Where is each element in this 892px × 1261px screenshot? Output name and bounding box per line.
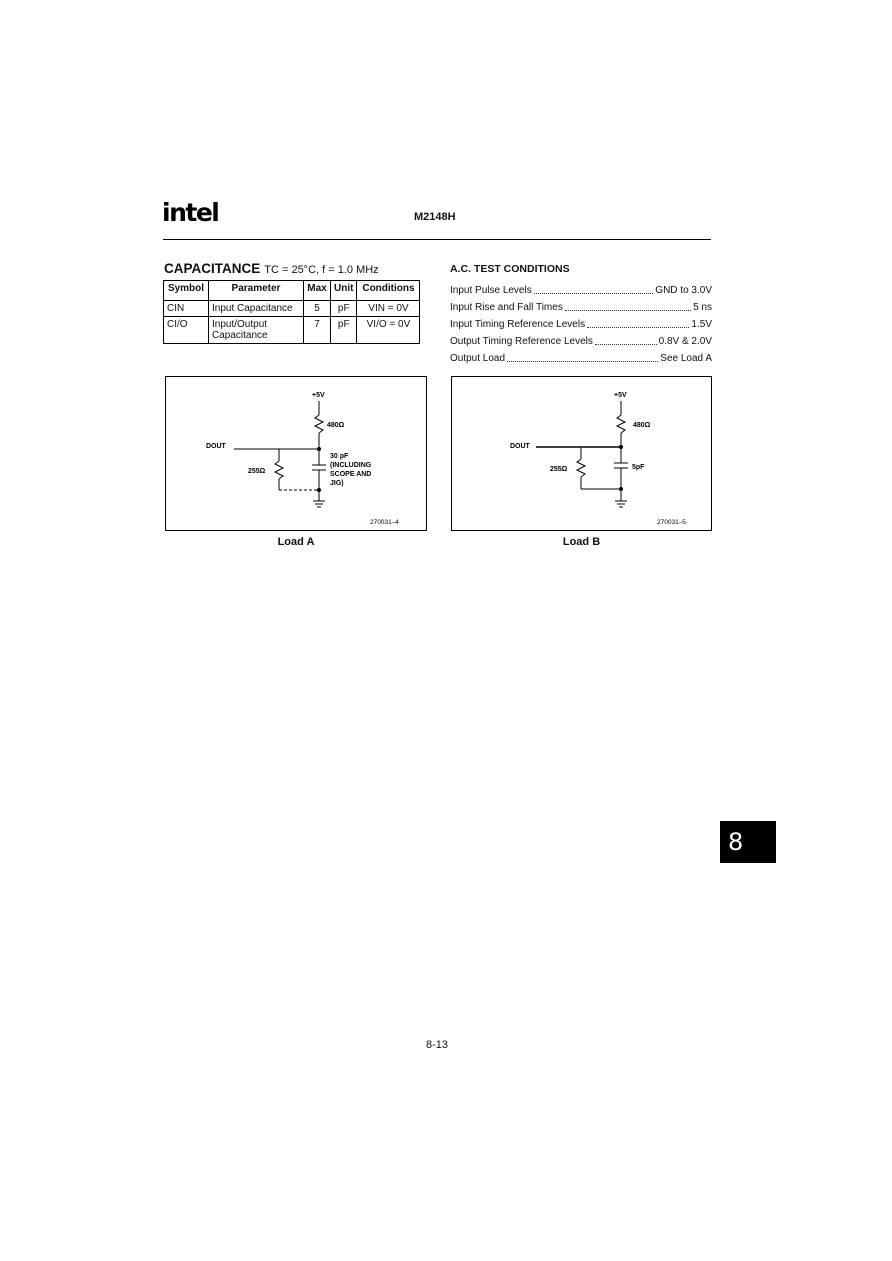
leader-dots [587, 327, 689, 328]
cap-label: SCOPE AND [330, 471, 372, 478]
load-a-circuit [166, 377, 426, 530]
ac-test-heading: A.C. TEST CONDITIONS [450, 263, 570, 275]
max-cell: 7 [304, 317, 331, 344]
condition-value: See Load A [660, 353, 712, 364]
table-header-row [164, 281, 420, 301]
leader-dots [534, 293, 654, 294]
junction-dot [317, 447, 321, 451]
r-top-label: 480Ω [327, 422, 345, 429]
output-label: DOUT [510, 443, 530, 450]
supply-label: +5V [312, 392, 325, 399]
conditions-cell: VI/O = 0V [357, 317, 420, 344]
document-id: M2148H [414, 211, 456, 223]
r-bottom-label: 255Ω [248, 468, 266, 475]
figure-id: 270031–4 [370, 519, 399, 526]
column-header: Conditions [357, 281, 420, 301]
section-tab: 8 [720, 821, 776, 863]
table-row [164, 301, 420, 317]
condition-label: Output Load [450, 353, 506, 364]
symbol-cell: CI/O [164, 317, 209, 344]
unit-cell: pF [331, 301, 357, 317]
list-item [450, 333, 712, 350]
load-b-caption: Load B [562, 536, 601, 548]
list-item [450, 282, 712, 299]
junction-dot [619, 445, 623, 449]
leader-dots [565, 310, 691, 311]
r-bottom-label: 255Ω [550, 466, 568, 473]
capacitance-conditions: TC = 25°C, f = 1.0 MHz [264, 264, 379, 276]
parameter-cell: Input Capacitance [209, 301, 304, 317]
cap-label: JIG) [330, 480, 344, 487]
parameter-cell: Input/Output Capacitance [209, 317, 304, 344]
symbol-cell: CIN [164, 301, 209, 317]
junction-dot [317, 488, 321, 492]
output-label: DOUT [206, 443, 226, 450]
resistor-255-symbol [577, 459, 585, 477]
condition-value: GND to 3.0V [655, 285, 712, 296]
column-header: Parameter [209, 281, 304, 301]
column-header: Max [304, 281, 331, 301]
condition-value: 1.5V [691, 319, 712, 330]
condition-value: 0.8V & 2.0V [658, 336, 712, 347]
resistor-480-symbol [617, 415, 625, 433]
condition-label: Input Pulse Levels [450, 285, 532, 296]
cap-label: 30 pF [330, 453, 349, 460]
capacitance-table [163, 280, 420, 344]
intel-logo: intel [162, 198, 219, 227]
page-number: 8-13 [426, 1039, 449, 1051]
cap-label: (INCLUDING [330, 462, 372, 469]
list-item [450, 316, 712, 333]
leader-dots [595, 344, 657, 345]
column-header: Symbol [164, 281, 209, 301]
resistor-480-symbol [315, 415, 323, 433]
leader-dots [507, 361, 658, 362]
cap-label: 5pF [632, 464, 645, 471]
table-row [164, 317, 420, 344]
unit-cell: pF [331, 317, 357, 344]
condition-label: Input Rise and Fall Times [450, 302, 563, 313]
column-header: Unit [331, 281, 357, 301]
resistor-255-symbol [275, 461, 283, 479]
condition-value: 5 ns [693, 302, 712, 313]
condition-label: Output Timing Reference Levels [450, 336, 593, 347]
list-item [450, 299, 712, 316]
load-b-panel [451, 376, 712, 531]
list-item [450, 350, 712, 367]
capacitance-heading [164, 261, 379, 276]
condition-label: Input Timing Reference Levels [450, 319, 586, 330]
header-rule [163, 239, 711, 240]
load-a-caption: Load A [277, 536, 315, 548]
figure-id: 270031–5 [657, 519, 686, 526]
supply-label: +5V [614, 392, 627, 399]
max-cell: 5 [304, 301, 331, 317]
ac-test-list [450, 282, 712, 367]
junction-dot [619, 487, 623, 491]
r-top-label: 480Ω [633, 422, 651, 429]
conditions-cell: VIN = 0V [357, 301, 420, 317]
load-a-panel [165, 376, 427, 531]
load-b-circuit [452, 377, 711, 530]
capacitance-title: CAPACITANCE [164, 261, 261, 276]
